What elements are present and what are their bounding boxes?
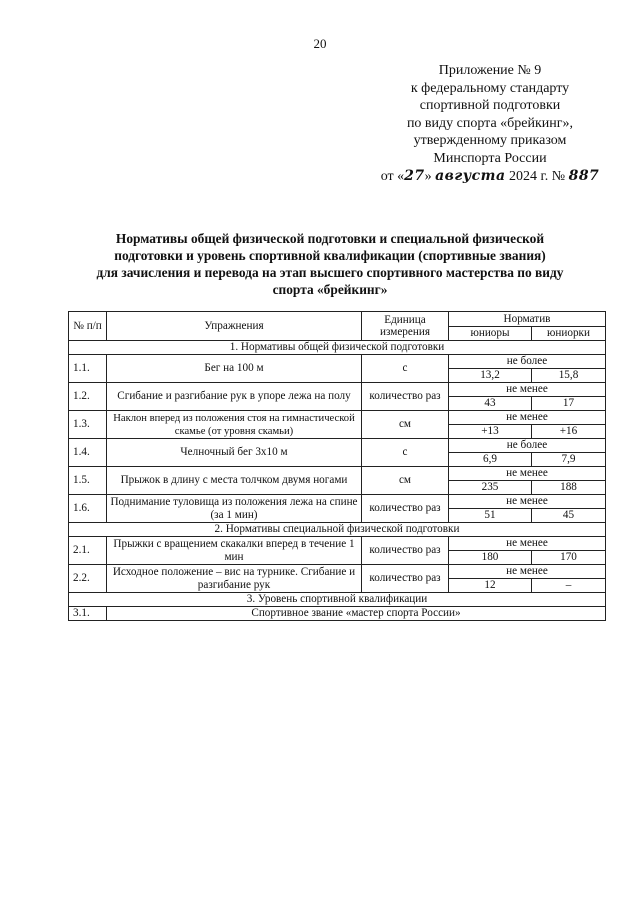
section-row: 2. Нормативы специальной физической подготовки: [69, 523, 606, 537]
header-exercise: Упражнения: [107, 312, 362, 341]
value-juniors-f: 17: [532, 397, 606, 411]
appendix-line: утвержденному приказом: [413, 133, 567, 149]
header-juniors-f: юниорки: [532, 326, 606, 341]
appendix-line: по виду спорта «брейкинг»,: [406, 115, 574, 131]
norms-table: [68, 311, 606, 621]
section-row: 3. Уровень спортивной квалификации: [69, 593, 606, 607]
value-juniors-m: 43: [449, 397, 532, 411]
value-juniors-f: 15,8: [532, 369, 606, 383]
appendix-line: к федеральному стандарту: [410, 80, 570, 96]
value-juniors-f: –: [532, 579, 606, 593]
header-num: № п/п: [69, 312, 107, 341]
value-juniors-m: 51: [449, 509, 532, 523]
table-row: 1.1. Бег на 100 м с не более: [69, 355, 606, 369]
norm-condition: не менее: [449, 565, 606, 579]
appendix-block: [340, 62, 640, 185]
table-row: 1.3. Наклон вперед из положения стоя на гимнастической скамье (от уровня скамьи) см не менее: [69, 411, 606, 425]
table-row: 2.2. Исходное положение – вис на турнике. Сгибание и разгибание рук количество раз не менее: [69, 565, 606, 579]
handwritten-month: августа: [435, 167, 506, 184]
value-juniors-f: +16: [532, 425, 606, 439]
norm-condition: не менее: [449, 537, 606, 551]
norm-condition: не менее: [449, 411, 606, 425]
order-date-line: от «27» августа 2024 г. № 887: [380, 167, 600, 184]
header-juniors-m: юниоры: [449, 326, 532, 341]
table-row: 3.1. Спортивное звание «мастер спорта России»: [69, 607, 606, 621]
header-norm: Норматив: [449, 312, 606, 327]
norm-condition: не более: [449, 439, 606, 453]
appendix-line: Минспорта России: [433, 150, 547, 166]
value-juniors-f: 7,9: [532, 453, 606, 467]
value-juniors-m: 235: [449, 481, 532, 495]
document-title: Нормативы общей физической подготовки и специальной физической подготовки и уровень спортивной квалификации (спортивные звания) для зачисления и перевода на этап высшего спортивного мастерства по виду спорта «брейкинг»: [96, 231, 564, 297]
table-row: 2.1. Прыжки с вращением скакалки вперед в течение 1 мин количество раз не менее: [69, 537, 606, 551]
value-juniors-m: 180: [449, 551, 532, 565]
appendix-line: спортивной подготовки: [419, 98, 561, 114]
norm-condition: не менее: [449, 495, 606, 509]
norm-condition: не более: [449, 355, 606, 369]
value-juniors-f: 170: [532, 551, 606, 565]
value-juniors-f: 188: [532, 481, 606, 495]
table-row: 1.5. Прыжок в длину с места толчком двумя ногами см не менее: [69, 467, 606, 481]
table-row: 1.2. Сгибание и разгибание рук в упоре лежа на полу количество раз не менее: [69, 383, 606, 397]
table-header-row: [69, 312, 606, 327]
page-number: 20: [313, 36, 327, 51]
table-row: 1.4. Челночный бег 3х10 м с не более: [69, 439, 606, 453]
section-row: 1. Нормативы общей физической подготовки: [69, 341, 606, 355]
handwritten-order-number: 887: [568, 167, 600, 184]
appendix-line: Приложение № 9: [438, 63, 542, 78]
norm-condition: не менее: [449, 383, 606, 397]
table-row: 1.6. Поднимание туловища из положения лежа на спине (за 1 мин) количество раз не менее: [69, 495, 606, 509]
value-juniors-m: 13,2: [449, 369, 532, 383]
value-juniors-m: 6,9: [449, 453, 532, 467]
header-unit: Единица измерения: [362, 312, 449, 341]
value-juniors-m: 12: [449, 579, 532, 593]
value-juniors-f: 45: [532, 509, 606, 523]
norm-condition: не менее: [449, 467, 606, 481]
value-juniors-m: +13: [449, 425, 532, 439]
handwritten-day: 27: [404, 167, 425, 184]
